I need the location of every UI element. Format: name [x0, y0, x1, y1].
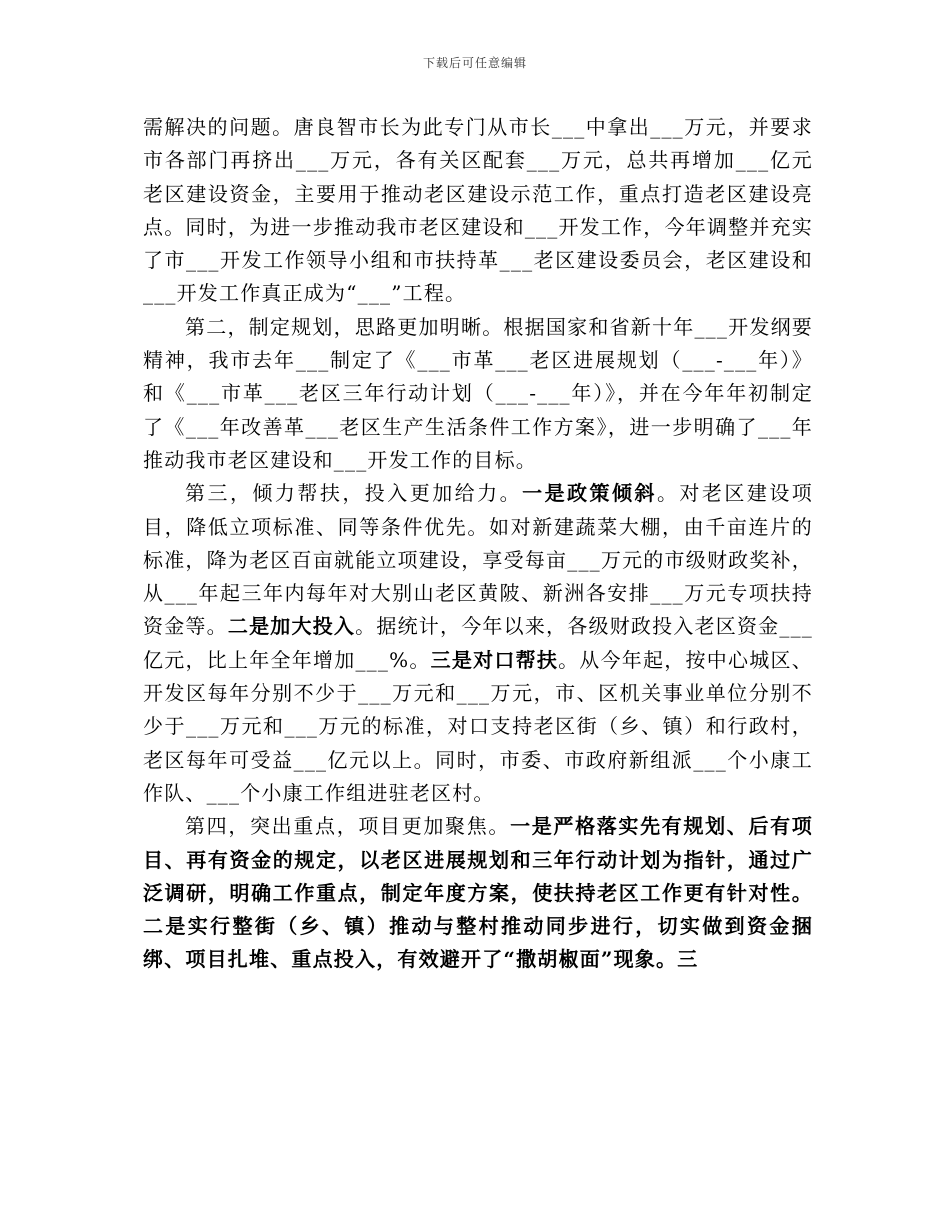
paragraph-3-intro: 第三，倾力帮扶，投入更加给力。	[185, 481, 523, 506]
paragraph-3	[143, 477, 813, 810]
paragraph-4	[143, 810, 813, 976]
paragraph-3-point-2-text: 。据统计，今年以来，各级财政投入老区资金___亿元，比上年全年增加___%。	[143, 614, 813, 672]
paragraph-2-text: 第二，制定规划，思路更加明晰。根据国家和省新十年___开发纲要精神，我市去年___制定了《___市革___老区进展规划（___-___年）》和《___市革___老区三年行动计划（___-___年）》，并在今年年初制定了《___年改善革___老区生产生活条件工作方案》，进一步明确了___年推动我市老区建设和___开发工作的目标。	[143, 314, 813, 472]
paragraph-3-point-1-heading: 一是政策倾斜	[522, 481, 657, 506]
page-header-note: 下载后可任意编辑	[422, 56, 527, 70]
paragraph-2	[143, 311, 813, 477]
document-body	[143, 111, 813, 977]
paragraph-4-bold-text: 一是严格落实先有规划、后有项目、再有资金的规定，以老区进展规划和三年行动计划为指针，通过广泛调研，明确工作重点，制定年度方案，使扶持老区工作更有针对性。二是实行整街（乡、镇）推动与整村推动同步进行，切实做到资金捆绑、项目扎堆、重点投入，有效避开了“撒胡椒面”现象。三	[143, 814, 814, 972]
paragraph-1	[143, 111, 813, 311]
paragraph-4-intro: 第四，突出重点，项目更加聚焦。	[185, 814, 511, 839]
paragraph-3-point-2-heading: 二是加大投入	[227, 614, 356, 639]
paragraph-3-point-3-heading: 三是对口帮扶	[430, 647, 559, 672]
paragraph-3-point-3-text: 。从今年起，按中心城区、开发区每年分别不少于___万元和___万元，市、区机关事业单位分别不少于___万元和___万元的标准，对口支持老区街（乡、镇）和行政村，老区每年可受益___亿元以上。同时，市委、市政府新组派___个小康工作队、___个小康工作组进驻老区村。	[143, 647, 813, 805]
paragraph-3-point-1-text: 。对老区建设项目，降低立项标准、同等条件优先。如对新建蔬菜大棚，由千亩连片的标准，降为老区百亩就能立项建设，享受每亩___万元的市级财政奖补，从___年起三年内每年对大别山老区黄陂、新洲各安排___万元专项扶持资金等。	[143, 481, 813, 639]
paragraph-1-text: 需解决的问题。唐良智市长为此专门从市长___中拿出___万元，并要求市各部门再挤出___万元，各有关区配套___万元，总共再增加___亿元老区建设资金，主要用于推动老区建设示范工作，重点打造老区建设亮点。同时，为进一步推动我市老区建设和___开发工作，今年调整并充实了市___开发工作领导小组和市扶持革___老区建设委员会，老区建设和___开发工作真正成为“___”工程。	[143, 115, 813, 306]
